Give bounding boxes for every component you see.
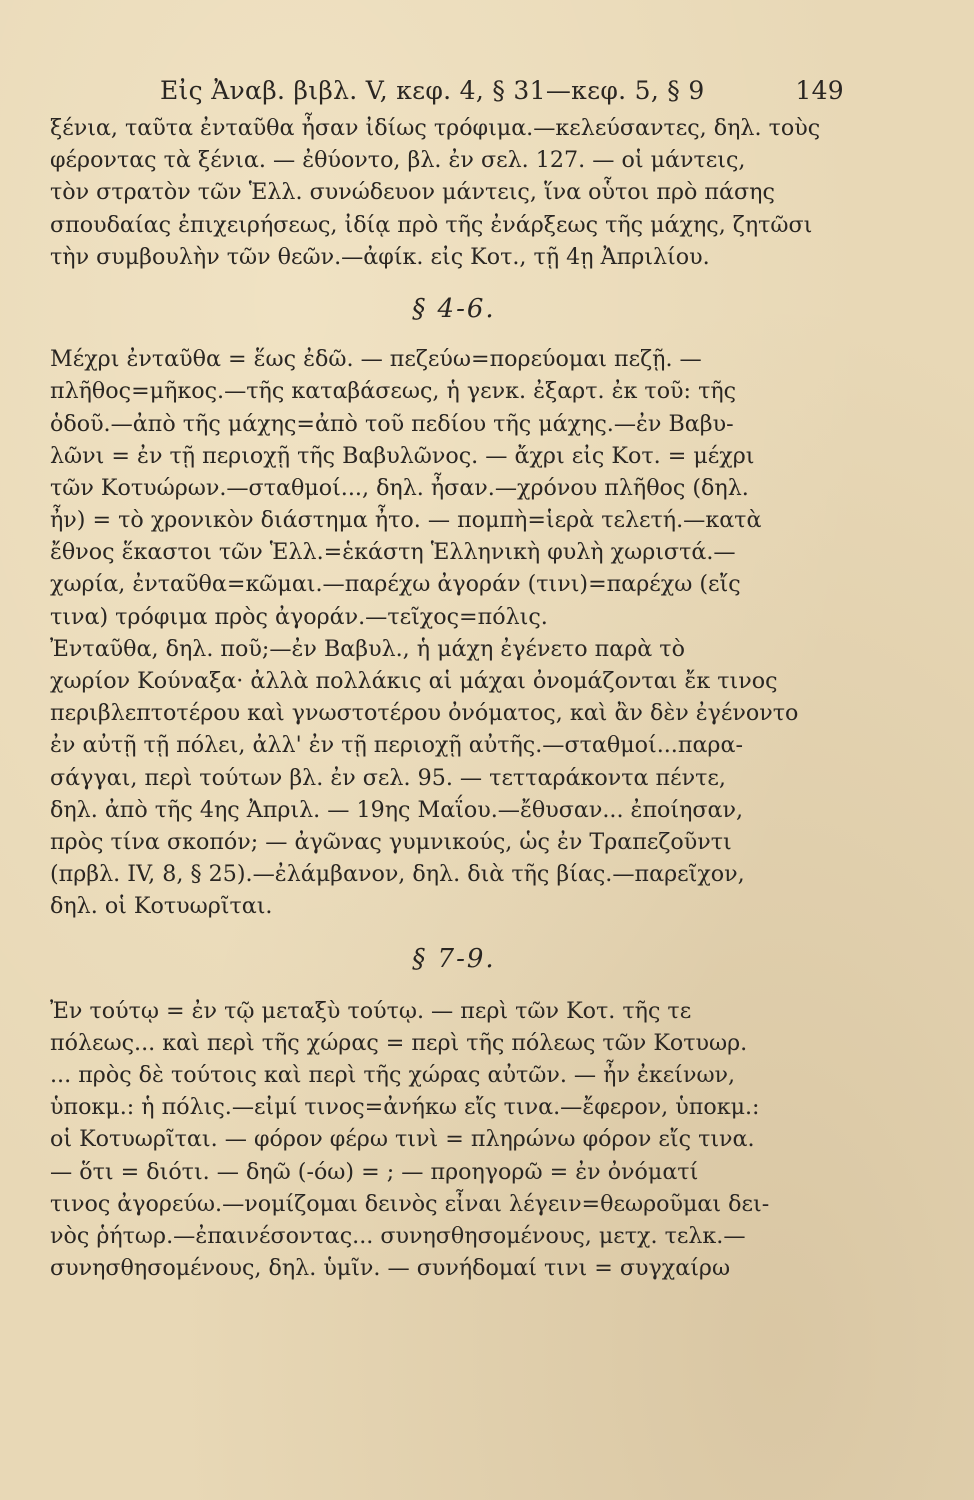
header-title: Εἰς Ἀναβ. βιβλ. V, κεφ. 4, § 31—κεφ. 5, § 9 [160, 76, 705, 105]
text-line: πρὸς τίνα σκοπόν; — ἀγῶνας γυμνικούς, ὡς ἐν Τραπεζοῦντι [50, 828, 732, 855]
text-line: — ὅτι = διότι. — δηῶ (-όω) = ; — προηγορῶ = ἐν ὀνόματί [50, 1158, 699, 1185]
text-line: ἦν) = τὸ χρονικὸν διάστημα ἦτο. — πομπὴ=ἱερὰ τελετή.—κατὰ [50, 507, 762, 534]
paragraph-3 [50, 633, 828, 923]
text-line: Μέχρι ἐνταῦθα = ἕως ἐδῶ. — πεζεύω=πορεύομαι πεζῇ. — [50, 346, 702, 373]
text-line: ὁδοῦ.—ἀπὸ τῆς μάχης=ἀπὸ τοῦ πεδίου τῆς μάχης.—ἐν Βαβυ- [50, 410, 734, 437]
text-line: τὴν συμβουλὴν τῶν θεῶν.—ἀφίκ. εἰς Κοτ., τῇ 4ῃ Ἀπριλίου. [50, 243, 710, 270]
text-line: ἔθνος ἕκαστοι τῶν Ἑλλ.=ἑκάστη Ἑλληνικὴ φυλὴ χωριστά.— [50, 539, 736, 566]
text-line: σπουδαίας ἐπιχειρήσεως, ἰδίᾳ πρὸ τῆς ἐνάρξεως τῆς μάχης, ζητῶσι [50, 211, 813, 238]
text-line: (πρβλ. IV, 8, § 25).—ἐλάμβανον, δηλ. διὰ τῆς βίας.—παρεῖχον, [50, 861, 745, 888]
page-body [50, 112, 828, 1284]
text-line: ὑποκμ.: ἡ πόλις.—εἰμί τινος=ἀνήκω εἴς τινα.—ἔφερον, ὑποκμ.: [50, 1094, 760, 1121]
text-line: δηλ. ἀπὸ τῆς 4ης Ἀπριλ. — 19ης Μαΐου.—ἔθυσαν... ἐποίησαν, [50, 796, 744, 823]
paragraph-1 [50, 112, 828, 273]
text-line: τὸν στρατὸν τῶν Ἑλλ. συνώδευον μάντεις, ἵνα οὗτοι πρὸ πάσης [50, 179, 775, 206]
text-line: πόλεως... καὶ περὶ τῆς χώρας = περὶ τῆς πόλεως τῶν Κοτυωρ. [50, 1029, 748, 1056]
text-line: πλῆθος=μῆκος.—τῆς καταβάσεως, ἡ γενκ. ἐξαρτ. ἐκ τοῦ: τῆς [50, 378, 737, 405]
text-line: φέροντας τὰ ξένια. — ἐθύοντο, βλ. ἐν σελ. 127. — οἱ μάντεις, [50, 147, 746, 174]
text-line: ξένια, ταῦτα ἐνταῦθα ἦσαν ἰδίως τρόφιμα.—κελεύσαντες, δηλ. τοὺς [50, 115, 821, 141]
section-heading: § 4-6. [412, 293, 496, 324]
text-line: σάγγαι, περὶ τούτων βλ. ἐν σελ. 95. — τετταράκοντα πέντε, [50, 764, 726, 791]
text-line: Ἐνταῦθα, δηλ. ποῦ;—ἐν Βαβυλ., ἡ μάχη ἐγένετο παρὰ τὸ [50, 635, 685, 662]
text-line: ... πρὸς δὲ τούτοις καὶ περὶ τῆς χώρας αὐτῶν. — ἦν ἐκείνων, [50, 1062, 736, 1089]
text-line: Ἐν τούτῳ = ἐν τῷ μεταξὺ τούτῳ. — περὶ τῶν Κοτ. τῆς τε [50, 997, 692, 1024]
text-line: χωρία, ἐνταῦθα=κῶμαι.—παρέχω ἀγοράν (τινι)=παρέχω (εἴς [50, 571, 741, 598]
text-line: συνησθησομένους, δηλ. ὑμῖν. — συνήδομαί τινι = συγχαίρω [50, 1255, 731, 1282]
text-line: οἱ Κοτυωρῖται. — φόρον φέρω τινὶ = πληρώνω φόρον εἴς τινα. [50, 1126, 755, 1153]
text-line: δηλ. οἱ Κοτυωρῖται. [50, 893, 273, 920]
section-heading: § 7-9. [412, 943, 496, 974]
text-line: λῶνι = ἐν τῇ περιοχῇ τῆς Βαβυλῶνος. — ἄχρι εἰς Κοτ. = μέχρι [50, 442, 755, 469]
text-line: τῶν Κοτυώρων.—σταθμοί..., δηλ. ἦσαν.—χρόνου πλῆθος (δηλ. [50, 474, 749, 501]
text-line: τινος ἀγορεύω.—νομίζομαι δεινὸς εἶναι λέγειν=θεωροῦμαι δει- [50, 1190, 770, 1217]
text-line: ἐν αὐτῇ τῇ πόλει, ἀλλ' ἐν τῇ περιοχῇ αὐτῆς.—σταθμοί...παρα- [50, 732, 743, 759]
paragraph-2 [50, 343, 828, 633]
paragraph-4 [50, 995, 828, 1285]
page-number: 149 [795, 76, 844, 105]
text-line: χωρίον Κούναξα· ἀλλὰ πολλάκις αἱ μάχαι ὀνομάζονται ἔκ τινος [50, 668, 778, 695]
text-line: νὸς ῥήτωρ.—ἐπαινέσοντας... συνησθησομένους, μετχ. τελκ.— [50, 1223, 746, 1250]
text-line: περιβλεπτοτέρου καὶ γνωστοτέρου ὀνόματος, καὶ ἂν δὲν ἐγένοντο [50, 700, 799, 727]
text-line: τινα) τρόφιμα πρὸς ἀγοράν.—τεῖχος=πόλις. [50, 603, 548, 630]
